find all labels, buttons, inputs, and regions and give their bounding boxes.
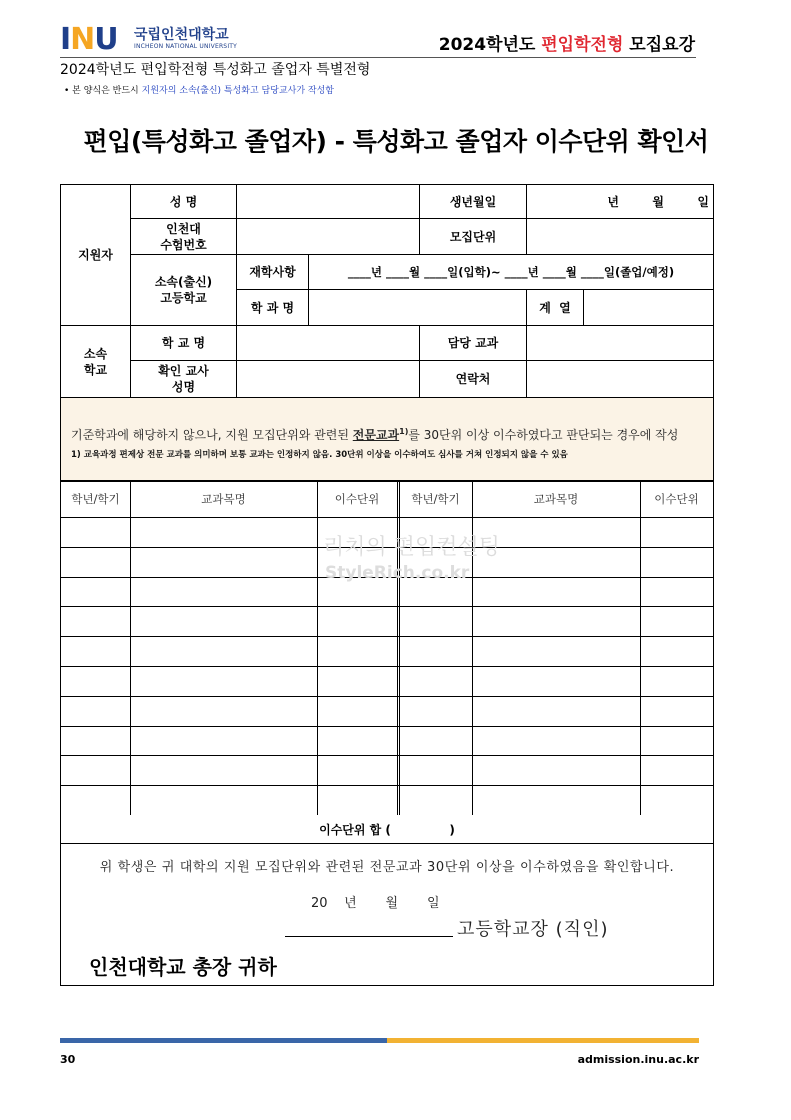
table-row-line <box>61 696 713 697</box>
table-column-line <box>130 481 131 815</box>
total-units[interactable]: 이수단위 합 ( ) <box>61 815 713 844</box>
recruit-unit-label: 모집단위 <box>420 219 527 255</box>
enrollment-label: 재학사항 <box>237 255 309 290</box>
notice-term: 전문교과 <box>352 428 400 442</box>
watermark-url: StyleRich.co.kr <box>325 563 470 583</box>
birth-field[interactable]: 년 월 일 <box>527 185 713 219</box>
header-divider <box>60 57 696 58</box>
signature-line[interactable] <box>285 936 453 937</box>
confirmation-statement: 위 학생은 귀 대학의 지원 모집단위와 관련된 전문교과 30단위 이상을 이수하였음을 확인합니다. <box>99 860 675 875</box>
principal-seal-label: 고등학교장 (직인) <box>457 919 609 940</box>
guide-highlight: 편입학전형 <box>541 35 624 55</box>
watermark-text: 리치의 편입컨설팅 <box>323 535 501 560</box>
track-label: 계 열 <box>527 290 584 326</box>
table-row-line <box>61 726 713 727</box>
table-column-line <box>640 481 641 815</box>
addressee: 인천대학교 총장 귀하 <box>89 955 277 979</box>
note-prefix: • 본 양식은 반드시 <box>64 86 139 96</box>
university-name-ko: 국립인천대학교 <box>134 27 229 43</box>
notice-text-post: 를 30단위 이상 이수하였다고 판단되는 경우에 작성 <box>408 428 679 442</box>
exam-number-label: 인천대 수험번호 <box>131 219 237 255</box>
document-title: 편입(특성화고 졸업자) - 특성화고 졸업자 이수단위 확인서 <box>83 127 709 156</box>
subject-label: 담당 교과 <box>420 326 527 361</box>
footer-bar-blue <box>60 1038 387 1043</box>
table-row-line <box>61 785 713 786</box>
form-frame <box>60 184 714 986</box>
notice-line-1 <box>71 426 678 443</box>
notice-box <box>61 398 713 481</box>
department-label: 학 과 명 <box>237 290 309 326</box>
guide-year: 2024학년도 <box>438 35 536 55</box>
notice-footnote-mark: 1) <box>399 427 409 436</box>
section-subtitle: 2024학년도 편입학전형 특성화고 졸업자 특별전형 <box>60 62 371 78</box>
table-row-line <box>61 666 713 667</box>
exam-number-field[interactable] <box>237 219 420 255</box>
guide-suffix: 모집요강 <box>629 35 695 55</box>
footer-website[interactable]: admission.inu.ac.kr <box>577 1053 699 1066</box>
table-row-line <box>61 606 713 607</box>
col-header-units-2: 이수단위 <box>654 492 699 506</box>
col-header-subject-2: 교과목명 <box>533 492 579 506</box>
note-highlight: 지원자의 소속(출신) 특성화고 담당교사가 작성함 <box>141 86 334 96</box>
col-header-units-1: 이수단위 <box>334 492 380 506</box>
school-name-field[interactable] <box>237 326 420 361</box>
applicant-section-label: 지원자 <box>61 185 131 326</box>
col-header-grade-term-2: 학년/학기 <box>411 492 460 506</box>
university-name-en: INCHEON NATIONAL UNIVERSITY <box>134 43 238 50</box>
notice-text-pre: 기준학과에 해당하지 않으나, 지원 모집단위와 관련된 <box>71 428 349 442</box>
teacher-name-field[interactable] <box>237 361 420 398</box>
table-row-line <box>61 636 713 637</box>
university-logo <box>60 22 260 56</box>
table-row-line <box>61 755 713 756</box>
table-row-line <box>61 517 713 518</box>
table-column-line <box>317 481 318 815</box>
contact-label: 연락처 <box>420 361 527 398</box>
col-header-subject-1: 교과목명 <box>201 492 246 506</box>
col-header-grade-term-1: 학년/학기 <box>71 492 120 506</box>
notice-footnote: 1) 교육과정 편제상 전문 교과를 의미하며 보통 교과는 인정하지 않음. 30단위 이상을 이수하여도 심사를 거쳐 인정되지 않을 수 있음 <box>71 450 568 460</box>
contact-field[interactable] <box>527 361 713 398</box>
table-top-border <box>61 481 713 482</box>
guide-title <box>439 30 695 55</box>
high-school-label: 소속(출신) 고등학교 <box>131 255 237 326</box>
track-field[interactable] <box>584 290 713 326</box>
recruit-unit-field[interactable] <box>527 219 713 255</box>
inu-logo-mark: INU <box>60 22 118 57</box>
name-label: 성 명 <box>131 185 237 219</box>
date-field[interactable]: 20 년 월 일 <box>311 896 440 911</box>
name-field[interactable] <box>237 185 420 219</box>
page-number: 30 <box>60 1053 76 1066</box>
school-section-label: 소속 학교 <box>61 326 131 398</box>
form-note <box>64 83 334 96</box>
subject-field[interactable] <box>527 326 713 361</box>
footer-bar-gold <box>387 1038 699 1043</box>
enrollment-field[interactable]: ____년 ____월 ____일(입학)~ ____년 ____월 ____일(졸업/예정) <box>309 255 713 290</box>
department-field[interactable] <box>309 290 527 326</box>
teacher-name-label: 확인 교사 성명 <box>131 361 237 398</box>
birth-label: 생년월일 <box>420 185 527 219</box>
school-name-label: 학 교 명 <box>131 326 237 361</box>
